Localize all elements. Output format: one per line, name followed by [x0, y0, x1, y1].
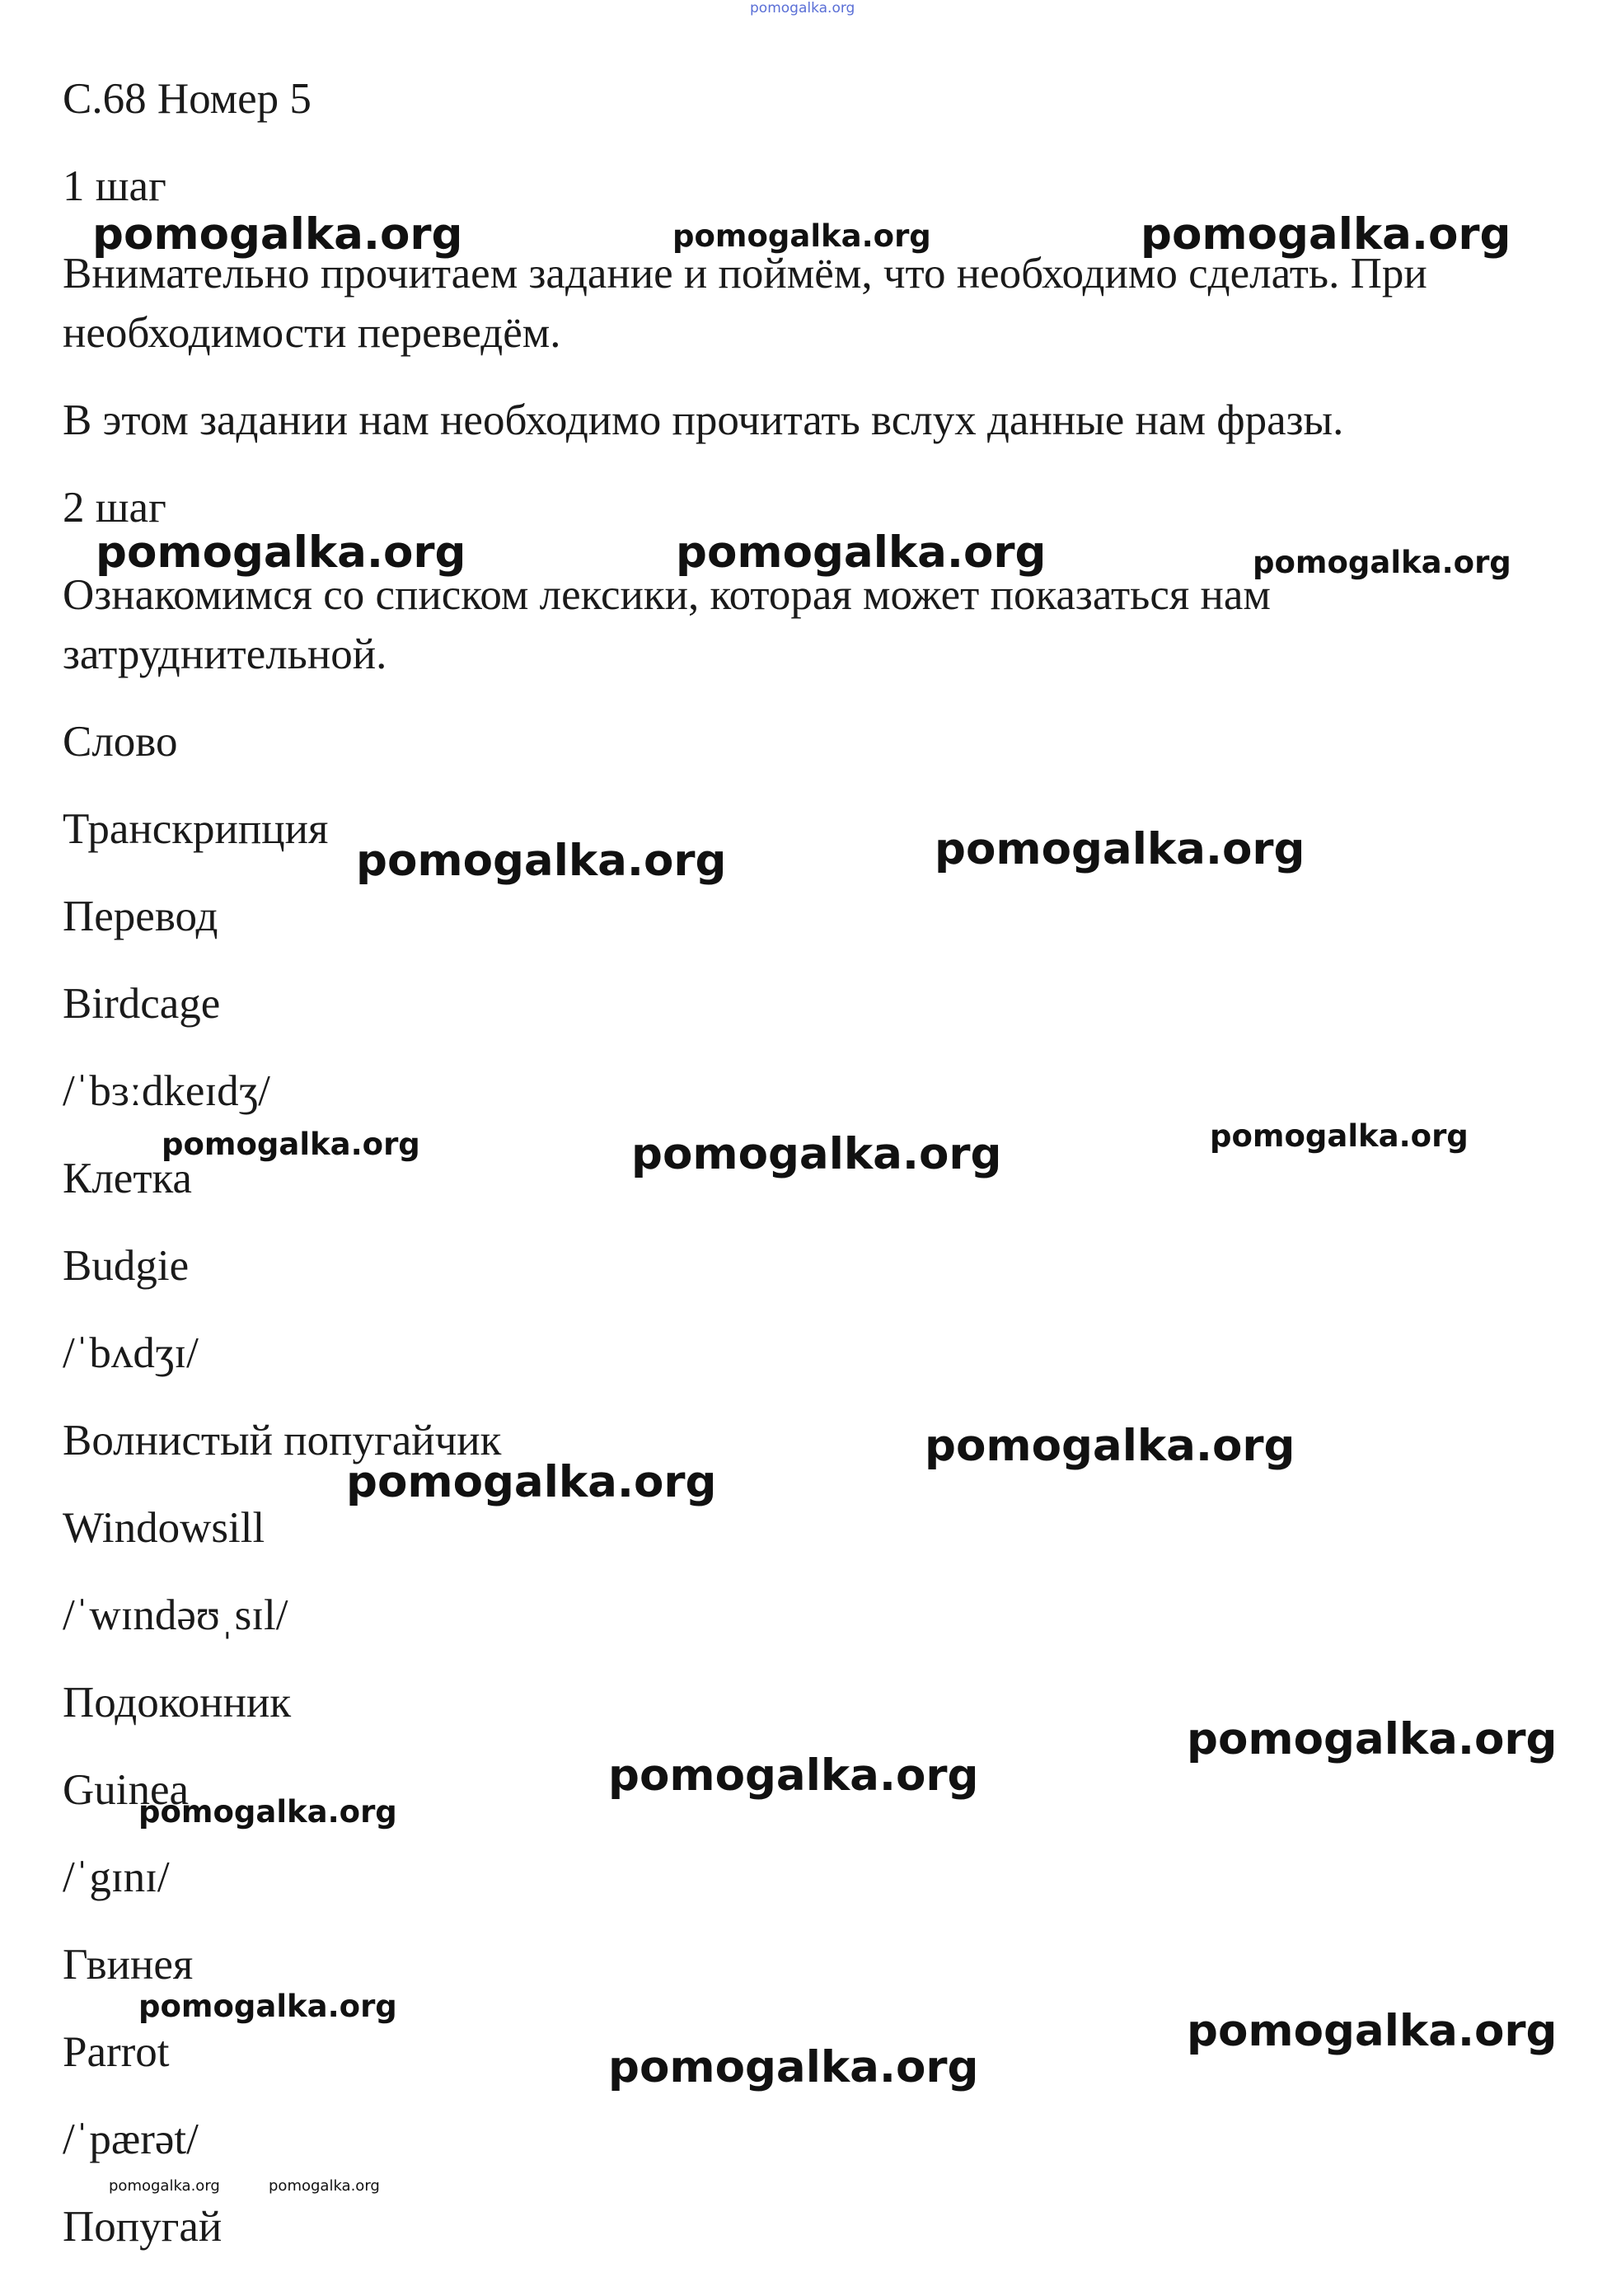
vocab-header-translation: Перевод	[63, 893, 218, 940]
vocab-translation: Подоконник	[63, 1679, 292, 1727]
watermark: pomogalka.org	[1141, 209, 1511, 260]
step2-paragraph-line1: Ознакомимся со списком лексики, которая может показаться нам	[63, 571, 1271, 619]
watermark: pomogalka.org	[346, 1457, 717, 1507]
watermark: pomogalka.org	[608, 1750, 979, 1801]
watermark: pomogalka.org	[672, 218, 931, 254]
step2-label: 2 шаг	[63, 484, 166, 532]
page-title: С.68 Номер 5	[63, 75, 312, 123]
vocab-translation: Клетка	[63, 1155, 192, 1202]
watermark: pomogalka.org	[138, 1794, 397, 1830]
vocab-transcription: /ˈgɪnɪ/	[63, 1853, 170, 1901]
watermark: pomogalka.org	[356, 836, 727, 886]
vocab-transcription: /ˈwɪndəʊˌsɪl/	[63, 1591, 288, 1639]
top-watermark: pomogalka.org	[750, 0, 855, 16]
vocab-translation: Попугай	[63, 2203, 223, 2251]
watermark: pomogalka.org	[269, 2177, 380, 2195]
vocab-word: Budgie	[63, 1242, 190, 1290]
watermark: pomogalka.org	[1187, 1714, 1558, 1764]
watermark: pomogalka.org	[1187, 2006, 1558, 2056]
watermark: pomogalka.org	[676, 527, 1047, 578]
watermark: pomogalka.org	[96, 527, 466, 578]
watermark: pomogalka.org	[925, 1421, 1295, 1471]
step1-paragraph-line1: Внимательно прочитаем задание и поймём, что необходимо сделать. При	[63, 250, 1427, 298]
step1-label: 1 шаг	[63, 162, 166, 210]
vocab-word: Guinea	[63, 1766, 190, 1814]
watermark: pomogalka.org	[1210, 1118, 1469, 1154]
vocab-transcription: /ˈbʌdʒɪ/	[63, 1329, 199, 1377]
vocab-translation: Гвинея	[63, 1941, 194, 1989]
watermark: pomogalka.org	[608, 2042, 979, 2092]
step1-task: В этом задании нам необходимо прочитать вслух данные нам фразы.	[63, 396, 1344, 444]
watermark: pomogalka.org	[92, 209, 463, 260]
vocab-word: Birdcage	[63, 980, 221, 1028]
watermark: pomogalka.org	[138, 1989, 397, 2024]
step2-paragraph-line2: затруднительной.	[63, 630, 387, 678]
vocab-translation: Волнистый попугайчик	[63, 1417, 502, 1464]
watermark: pomogalka.org	[631, 1129, 1002, 1179]
step1-paragraph-line2: необходимости переведём.	[63, 309, 561, 357]
vocab-word: Parrot	[63, 2028, 170, 2076]
watermark: pomogalka.org	[1253, 545, 1511, 580]
vocab-header-transcription: Транскрипция	[63, 805, 329, 853]
watermark: pomogalka.org	[109, 2177, 220, 2195]
vocab-word: Windowsill	[63, 1504, 265, 1552]
vocab-header-word: Слово	[63, 718, 178, 766]
vocab-transcription: /ˈpærət/	[63, 2116, 199, 2163]
watermark: pomogalka.org	[162, 1127, 420, 1162]
watermark: pomogalka.org	[935, 824, 1305, 874]
vocab-transcription: /ˈbɜːdkeɪdʒ/	[63, 1067, 270, 1115]
